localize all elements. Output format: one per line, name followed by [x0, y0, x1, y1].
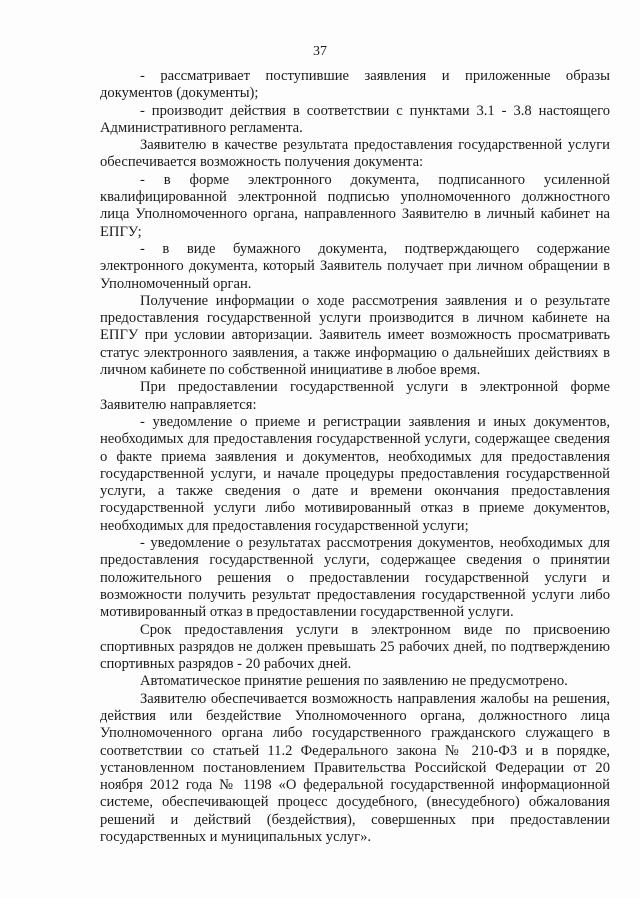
paragraph: - уведомление о результатах рассмотрения документов, необходимых для предоставления государственной услуги, содержащее сведения о принятии положительного решения о предоставлении государственной услуги и возможности получить результат предоставления государственной услуги либо мотивированный отказ в предоставлении государственной услуги. — [100, 535, 610, 621]
page-number: 37 — [313, 44, 327, 59]
paragraph: - в форме электронного документа, подписанного усиленной квалифицированной электронной подписью уполномоченного должностного лица Уполномоченного органа, направленного Заявителю в личный кабинет на ЕПГУ; — [100, 171, 610, 240]
paragraph: Автоматическое принятие решения по заявлению не предусмотрено. — [140, 673, 568, 690]
paragraph: - рассматривает поступившие заявления и приложенные образы документов (документы); — [100, 68, 610, 102]
paragraph: Получение информации о ходе рассмотрения заявления и о результате предоставления государственной услуги производится в личном кабинете на ЕПГУ при условии авторизации. Заявитель имеет возможность просматривать статус электронного заявления, а также информацию о дальнейших действиях в личном кабинете по собственной инициативе в любое время. — [100, 292, 610, 379]
body-text — [100, 68, 610, 846]
paragraph: Заявителю обеспечивается возможность направления жалобы на решения, действия или бездействие Уполномоченного органа, должностного лица Уполномоченного органа либо государственного гражданского служащего в соответствии со статьей 11.2 Федерального закона № 210-ФЗ и в порядке, установленном постановлением Правительства Российской Федерации от 20 ноября 2012 года № 1198 «О федеральной государственной информационной системе, обеспечивающей процесс досудебного, (внесудебного) обжалования решений и действий (бездействия), совершенных при предоставлении государственных и муниципальных услуг». — [100, 690, 610, 846]
paragraph: При предоставлении государственной услуги в электронной форме Заявителю направляется: — [100, 379, 610, 413]
paragraph: - уведомление о приеме и регистрации заявления и иных документов, необходимых для предоставления государственной услуги, содержащее сведения о факте приема заявления и документов, необходимых для предоставления государственной услуги, и начале процедуры предоставления государственной услуги, а также сведения о дате и времени окончания предоставления государственной услуги либо мотивированный отказ в приеме документов, необходимых для предоставления государственной услуги; — [100, 413, 610, 534]
paragraph: Заявителю в качестве результата предоставления государственной услуги обеспечивается возможность получения документа: — [100, 137, 610, 171]
paragraph: - в виде бумажного документа, подтверждающего содержание электронного документа, который Заявитель получает при личном обращении в Уполномоченный орган. — [100, 240, 610, 292]
paragraph: Срок предоставления услуги в электронном виде по присвоению спортивных разрядов не должен превышать 25 рабочих дней, по подтверждению спортивных разрядов - 20 рабочих дней. — [100, 621, 610, 673]
paragraph: - производит действия в соответствии с пунктами 3.1 - 3.8 настоящего Административного регламента. — [100, 102, 610, 136]
